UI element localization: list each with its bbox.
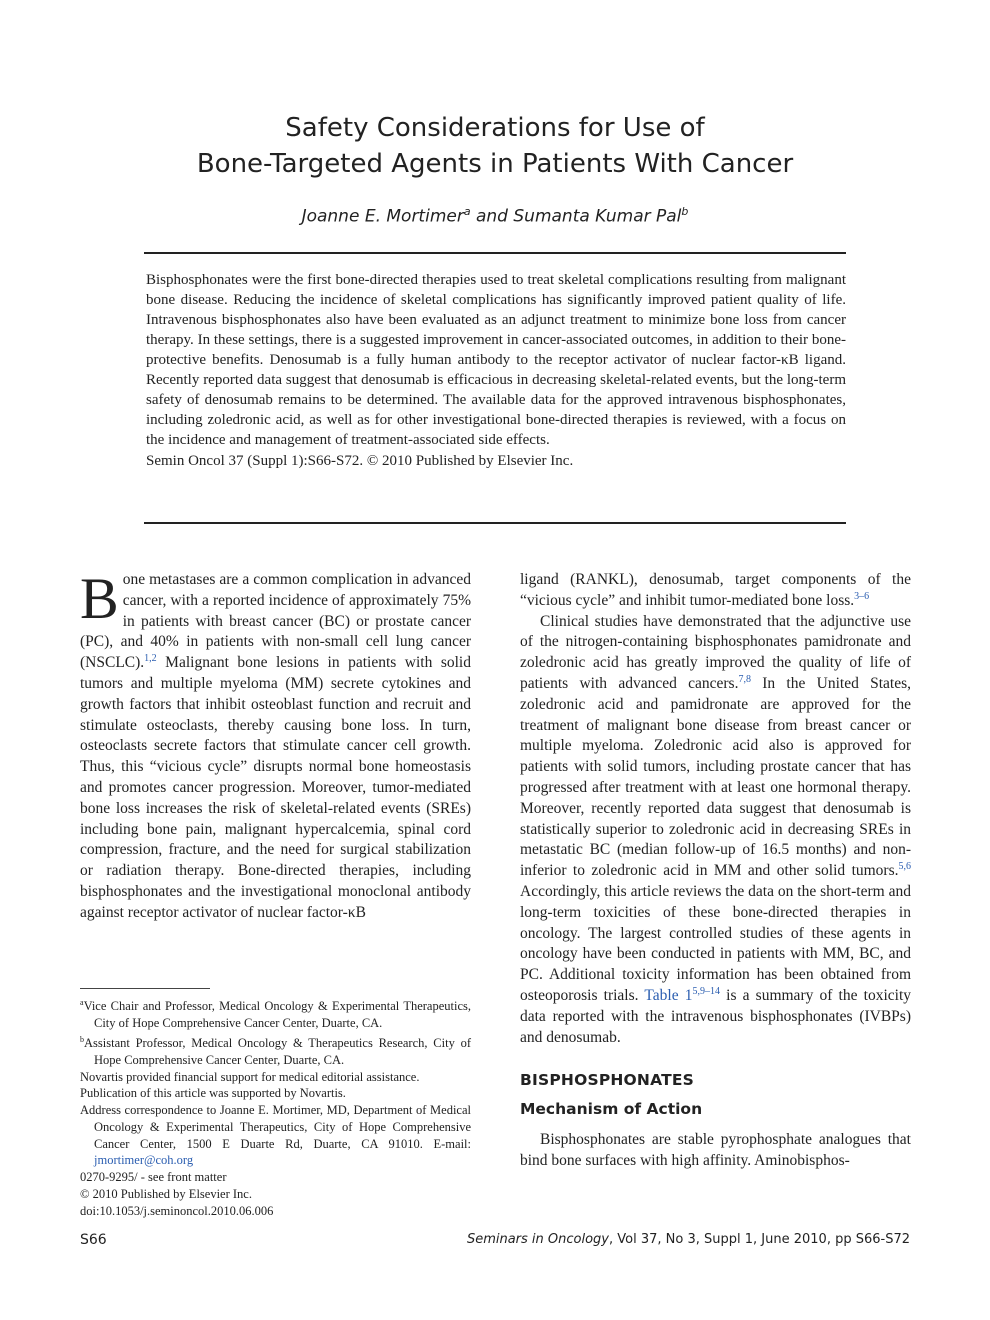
journal-details: , Vol 37, No 3, Suppl 1, June 2010, pp S66-S72 xyxy=(609,1232,910,1247)
footnote-address-text: Address correspondence to Joanne E. Mortimer, MD, Department of Medical Oncology & Experimental Therapeutics, City of Hope Comprehensive Cancer Center, 1500 E Duarte Rd, Duarte, CA 91010. E-mail: xyxy=(80,1103,471,1151)
footnote-issn: 0270-9295/ - see front matter xyxy=(80,1170,227,1185)
citation-link-1-2[interactable]: 1,2 xyxy=(144,653,157,665)
footnote-affiliation-b xyxy=(80,1032,471,1069)
citation-link-7-8[interactable]: 7,8 xyxy=(738,673,751,685)
clinical-text-4: is a summary of the toxicity data reported with the intravenous bisphosphonates (IVBPs) and denosumab. xyxy=(520,986,912,1046)
footnote-doi: doi:10.1053/j.seminoncol.2010.06.006 xyxy=(80,1203,274,1218)
body-column-left xyxy=(80,566,471,924)
author-connector: and xyxy=(470,206,514,227)
footnote-a-text: Vice Chair and Professor, Medical Oncology & Experimental Therapeutics, City of Hope Comprehensive Cancer Center, Duarte, CA. xyxy=(83,999,471,1030)
footnote-b-text: Assistant Professor, Medical Oncology & Therapeutics Research, City of Hope Comprehensive Cancer Center, Duarte, CA. xyxy=(84,1035,471,1067)
subsection-heading-mechanism: Mechanism of Action xyxy=(520,1100,703,1119)
abstract-text: Bisphosphonates were the first bone-directed therapies used to treat skeletal complications resulting from malignant bone disease. Reducing the incidence of skeletal complications has significantly improved patient quality of life. Intravenous bisphosphonates also have been evaluated as an adjunct treatment to minimize bone loss from cancer therapy. In these settings, there is a suggested improvement in cancer-associated outcomes, in addition to their bone-protective benefits. Denosumab is a fully human antibody to the receptor activator of nuclear factor-κB ligand. Recently reported data suggest that denosumab is efficacious in decreasing skeletal-related events, but the long-term safety of denosumab remains to be determined. The available data for the approved intravenous bisphosphonates, including zoledronic acid, as well as for other investigational bone-directed therapies is reviewed, with a focus on the incidence and management of treatment-associated side effects. xyxy=(146,272,846,448)
page-number: S66 xyxy=(80,1232,107,1248)
abstract-top-rule xyxy=(144,252,846,254)
footnote-b-mark: b xyxy=(80,1034,84,1044)
footnote-address xyxy=(80,1102,471,1169)
intro-text-2: Malignant bone lesions in patients with solid tumors and multiple myeloma (MM) secrete cytokines and growth factors that inhibit osteoblast function and recruit and stimulate osteoclasts, thereby causing bone loss. In turn, osteoclasts secrete factors that stimulate cancer cell growth. Thus, this “vicious cycle” disrupts normal bone homeostasis and promotes cancer progression. Moreover, tumor-mediated bone loss increases the risk of skeletal-related events (SREs) including bone pain, malignant hypercalcemia, spinal cord compression, fracture, and the need for surgical stabilization or radiation therapy. Bone-directed therapies, including bisphosphonates and the investigational monoclonal antibody against receptor activator of nuclear factor-κB xyxy=(80,654,471,921)
intro-paragraph xyxy=(80,566,471,924)
paragraph-mechanism: Bisphosphonates are stable pyrophosphate analogues that bind bone surfaces with high affinity. Aminobisphos- xyxy=(520,1130,911,1169)
citation-link-5-6[interactable]: 5,6 xyxy=(898,861,911,872)
footnotes xyxy=(80,995,471,1220)
citation-link-table[interactable]: 5,9–14 xyxy=(692,985,720,997)
title-line-1: Safety Considerations for Use of xyxy=(285,113,705,143)
footnote-copyright: © 2010 Published by Elsevier Inc. xyxy=(80,1187,252,1202)
body-column-right xyxy=(520,570,911,1172)
citation-link-3-6[interactable]: 3–6 xyxy=(854,590,870,602)
abstract xyxy=(146,270,846,471)
clinical-text-3: Accordingly, this article reviews the data on the short-term and long-term toxicities of these bone-directed therapies in oncology. The largest controlled studies of these agents in oncology have been conducted in patients with MM, BC, and PC. Additional toxicity information has been obtained from osteoporosis trials. xyxy=(520,882,911,1004)
email-link[interactable]: jmortimer@coh.org xyxy=(94,1153,194,1168)
journal-name: Seminars in Oncology xyxy=(466,1232,610,1247)
author-2-affiliation-mark: b xyxy=(681,205,689,218)
footnote-support-2: Publication of this article was supported by Novartis. xyxy=(80,1086,346,1101)
journal-citation-footer xyxy=(467,1232,910,1247)
table-1-link[interactable]: Table 1 xyxy=(644,986,693,1004)
abstract-citation: Semin Oncol 37 (Suppl 1):S66-S72. © 2010 Published by Elsevier Inc. xyxy=(146,453,574,469)
footnote-a-mark: a xyxy=(80,998,84,1007)
footnote-support-1: Novartis provided financial support for medical editorial assistance. xyxy=(80,1069,420,1084)
section-heading-bisphosphonates: BISPHOSPHONATES xyxy=(520,1071,695,1090)
clinical-text-2: In the United States, zoledronic acid and pamidronate are approved for the treatment of malignant bone disease from breast cancer or multiple myeloma. Zoledronic acid also is approved for patients with solid tumors, including prostate cancer that has progressed after treatment with at least one hormonal therapy. Moreover, recently reported data suggest that denosumab is statistically superior to zoledronic acid in decreasing SREs in metastatic BC (median follow-up of 16.5 months) and non-inferior to zoledronic acid in MM and other solid tumors. xyxy=(520,674,911,880)
author-1-affiliation-mark: a xyxy=(463,205,471,218)
paragraph-clinical-studies xyxy=(520,612,911,1049)
footnote-affiliation-a xyxy=(80,995,471,1032)
author-2-name: Sumanta Kumar Pal xyxy=(513,206,682,227)
author-list xyxy=(0,205,990,227)
abstract-bottom-rule xyxy=(144,522,846,524)
author-1-name: Joanne E. Mortimer xyxy=(301,206,464,227)
footnote-separator xyxy=(80,988,210,989)
title-line-2: Bone-Targeted Agents in Patients With Cancer xyxy=(196,149,794,179)
drop-cap: B xyxy=(80,566,119,631)
article-title xyxy=(0,110,990,182)
rankl-text: ligand (RANKL), denosumab, target components of the “vicious cycle” and inhibit tumor-mediated bone loss. xyxy=(520,571,911,609)
intro-text-1: one metastases are a common complication in advanced cancer, with a reported incidence of approximately 75% in patients with breast cancer (BC) or prostate cancer (PC), and 40% in patients with non-small cell lung cancer (NSCLC). xyxy=(80,571,471,672)
clinical-text-1: Clinical studies have demonstrated that the adjunctive use of the nitrogen-containing bisphosphonates pamidronate and zoledronic acid has greatly improved the quality of life of patients with advanced cancers. xyxy=(520,612,911,692)
paragraph-rankl xyxy=(520,570,911,612)
